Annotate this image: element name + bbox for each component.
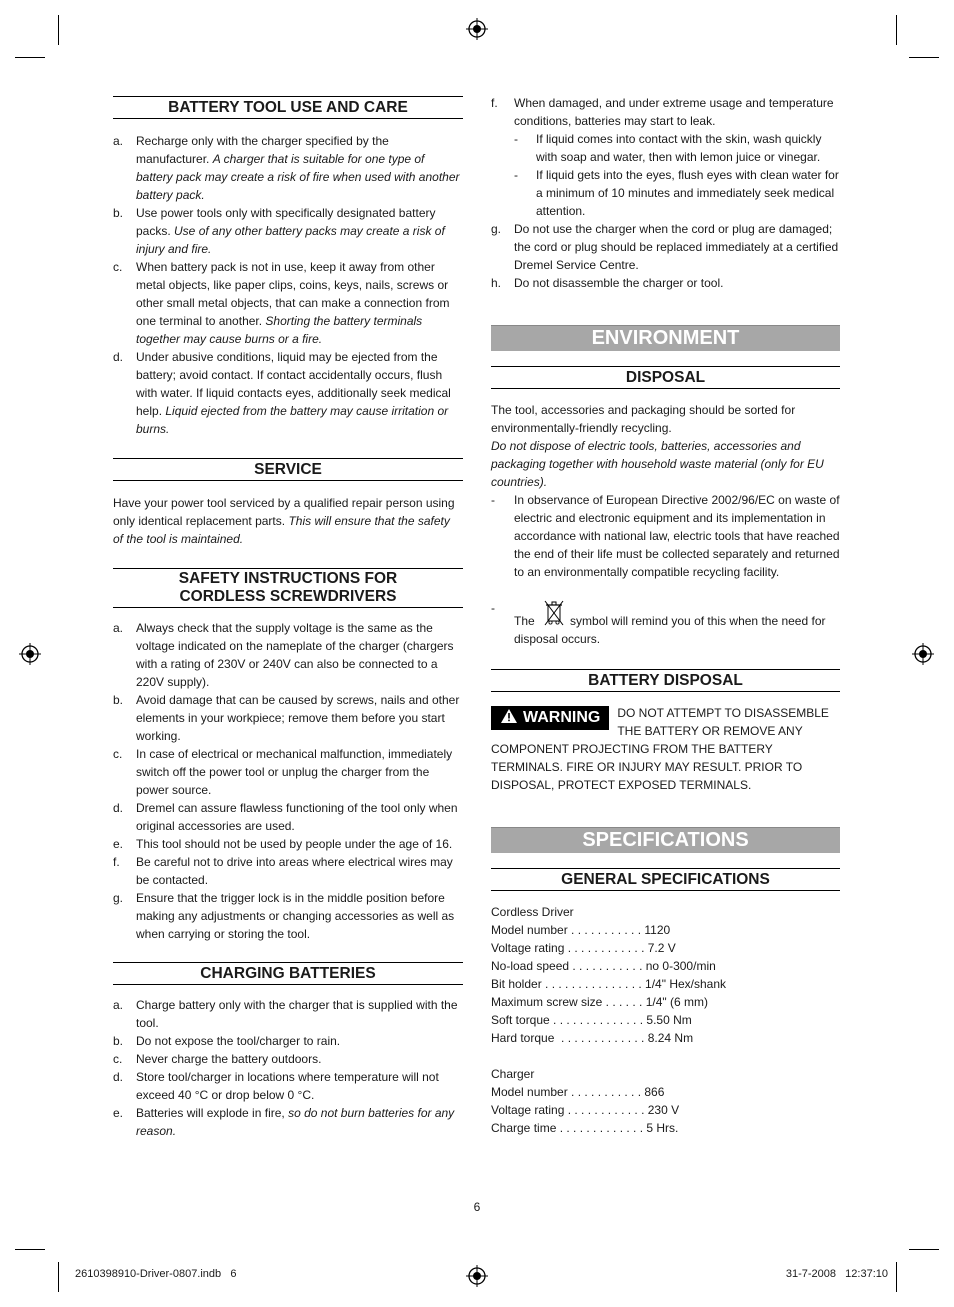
list-item: g. Ensure that the trigger lock is in the middle position before making any adjustments or changing accessories as well as when carrying or storing the tool. xyxy=(113,891,455,941)
spec-line: Charger xyxy=(491,1067,535,1081)
right-column xyxy=(491,94,840,1137)
spec-line: Model number . . . . . . . . . . . 1120 xyxy=(491,923,671,937)
spec-line: Cordless Driver xyxy=(491,905,574,919)
registration-mark-icon xyxy=(19,643,41,665)
list-item: c. When battery pack is not in use, keep it away from other metal objects, like paper clips, coins, keys, nails, screws or other small metal objects, that can make a connection from one terminal to another. Shorting the battery terminals together may cause burns or a fire. xyxy=(113,260,450,346)
left-column xyxy=(113,96,463,1140)
list-item: g. Do not use the charger when the cord or plug are damaged; the cord or plug should be replaced immediately at a certified Dremel Service Centre. xyxy=(491,222,839,272)
list-item: a. Charge battery only with the charger that is supplied with the tool. xyxy=(113,998,458,1030)
crop-mark xyxy=(58,1262,59,1292)
registration-mark-icon xyxy=(912,643,934,665)
warning-triangle-icon xyxy=(501,709,517,723)
footer-timestamp: 31-7-2008 12:37:10 xyxy=(785,1268,888,1280)
list-item: e. This tool should not be used by people under the age of 16. xyxy=(113,837,453,851)
environment-banner: ENVIRONMENT xyxy=(491,325,840,351)
spec-line: Voltage rating . . . . . . . . . . . . 7.2 V xyxy=(491,941,676,955)
list-item: a. Recharge only with the charger specified by the manufacturer. A charger that is suitable for one type of battery pack may create a risk of fire when used with another battery pack. xyxy=(113,134,460,202)
disposal-paragraph: The tool, accessories and packaging should be sorted for environmentally-friendly recycling. xyxy=(491,403,796,435)
section-heading: SERVICE xyxy=(113,458,463,481)
crop-mark xyxy=(896,1262,897,1292)
list-item: - In observance of European Directive 2002/96/EC on waste of electric and electronic equipment and its implementation in accordance with national law, electric tools that have reached the end of their life must be collected separately and returned to an environmentally compatible recycling facility. xyxy=(491,493,840,579)
section-heading: CHARGING BATTERIES xyxy=(113,962,463,985)
list-item: d. Store tool/charger in locations where temperature will not exceed 40 °C or drop below 0 °C. xyxy=(113,1070,439,1102)
footer-file-name: 2610398910-Driver-0807.indb 6 xyxy=(75,1268,237,1280)
section-heading: DISPOSAL xyxy=(491,366,840,389)
crop-mark xyxy=(15,57,45,58)
section-heading: BATTERY TOOL USE AND CARE xyxy=(113,96,463,119)
disposal-italic-paragraph: Do not dispose of electric tools, batteries, accessories and packaging together with household waste material (only for EU countries). xyxy=(491,439,824,489)
driver-specs xyxy=(491,903,840,1047)
battery-disposal-warning: WARNING DO NOT ATTEMPT TO DISASSEMBLE THE BATTERY OR REMOVE ANY COMPONENT PROJECTING FROM THE BATTERY TERMINALS. FIRE OR INJURY MAY RESULT. PRIOR TO DISPOSAL, PROTECT EXPOSED TERMINALS. xyxy=(491,706,829,792)
crop-mark xyxy=(896,15,897,45)
section-heading: BATTERY DISPOSAL xyxy=(491,669,840,692)
spec-line: Soft torque . . . . . . . . . . . . . . 5.50 Nm xyxy=(491,1013,692,1027)
spec-line: Hard torque . . . . . . . . . . . . . 8.24 Nm xyxy=(491,1031,694,1045)
specifications-banner: SPECIFICATIONS xyxy=(491,827,840,853)
warning-badge: WARNING xyxy=(491,706,609,730)
list-item: - The symbol will remind you of this when the need for disposal occurs. xyxy=(491,601,826,646)
list-item: f. When damaged, and under extreme usage and temperature conditions, batteries may start to leak. - If liquid comes into contact with the skin, wash quickly with soap and water, then with lemon juice or vinegar. - If liquid gets into the eyes, flush eyes with clean water for a minimum of 10 minutes and immediately seek medical attention. xyxy=(491,96,839,218)
list-item: f. Be careful not to drive into areas where electrical wires may be contacted. xyxy=(113,855,453,887)
list-item: d. Dremel can assure flawless functioning of the tool only when original accessories are used. xyxy=(113,801,458,833)
service-paragraph: Have your power tool serviced by a qualified repair person using only identical replacement parts. This will ensure that the safety of the tool is maintained. xyxy=(113,496,455,546)
spec-line: Voltage rating . . . . . . . . . . . . 230 V xyxy=(491,1103,680,1117)
list-item: b. Avoid damage that can be caused by screws, nails and other elements in your workpiece; remove them before you start working. xyxy=(113,693,460,743)
charger-specs xyxy=(491,1065,840,1137)
list-item: e. Batteries will explode in fire, so do not burn batteries for any reason. xyxy=(113,1106,455,1138)
list-item: c. Never charge the battery outdoors. xyxy=(113,1052,322,1066)
spec-line: Charge time . . . . . . . . . . . . . 5 Hrs. xyxy=(491,1121,679,1135)
crossed-bin-icon xyxy=(543,599,565,627)
crop-mark xyxy=(15,1249,45,1250)
spec-line: Model number . . . . . . . . . . . 866 xyxy=(491,1085,665,1099)
spec-line: No-load speed . . . . . . . . . . . no 0-300/min xyxy=(491,959,716,973)
spec-line: Maximum screw size . . . . . . 1/4" (6 mm) xyxy=(491,995,708,1009)
list-item: b. Do not expose the tool/charger to rain. xyxy=(113,1034,341,1048)
registration-mark-icon xyxy=(466,1265,488,1287)
list-item: d. Under abusive conditions, liquid may be ejected from the battery; avoid contact. If contact accidentally occurs, flush with water. If liquid contacts eyes, additionally seek medical help. Liquid ejected from the battery may cause irritation or burns. xyxy=(113,350,451,436)
list-item: b. Use power tools only with specifically designated battery packs. Use of any other battery packs may create a risk of injury and fire. xyxy=(113,206,445,256)
spec-line: Bit holder . . . . . . . . . . . . . . . 1/4" Hex/shank xyxy=(491,977,727,991)
section-heading: SAFETY INSTRUCTIONS FOR CORDLESS SCREWDRIVERS xyxy=(113,568,463,608)
crop-mark xyxy=(909,1249,939,1250)
list-item: c. In case of electrical or mechanical malfunction, immediately switch off the power tool or unplug the charger from the power source. xyxy=(113,747,453,797)
list-item: h. Do not disassemble the charger or tool. xyxy=(491,276,724,290)
registration-mark-icon xyxy=(466,18,488,40)
crop-mark xyxy=(58,15,59,45)
crop-mark xyxy=(909,57,939,58)
list-item: a. Always check that the supply voltage is the same as the voltage indicated on the nameplate of the charger (chargers with a rating of 230V or 240V can also be connected to a 220V supply). xyxy=(113,621,454,689)
section-heading: GENERAL SPECIFICATIONS xyxy=(491,868,840,891)
sub-item: - If liquid comes into contact with the skin, wash quickly with soap and water, then with lemon juice or vinegar. xyxy=(514,132,822,164)
page-number: 6 xyxy=(473,1200,481,1214)
sub-item: - If liquid gets into the eyes, flush eyes with clean water for a minimum of 10 minutes and immediately seek medical attention. xyxy=(514,168,839,218)
